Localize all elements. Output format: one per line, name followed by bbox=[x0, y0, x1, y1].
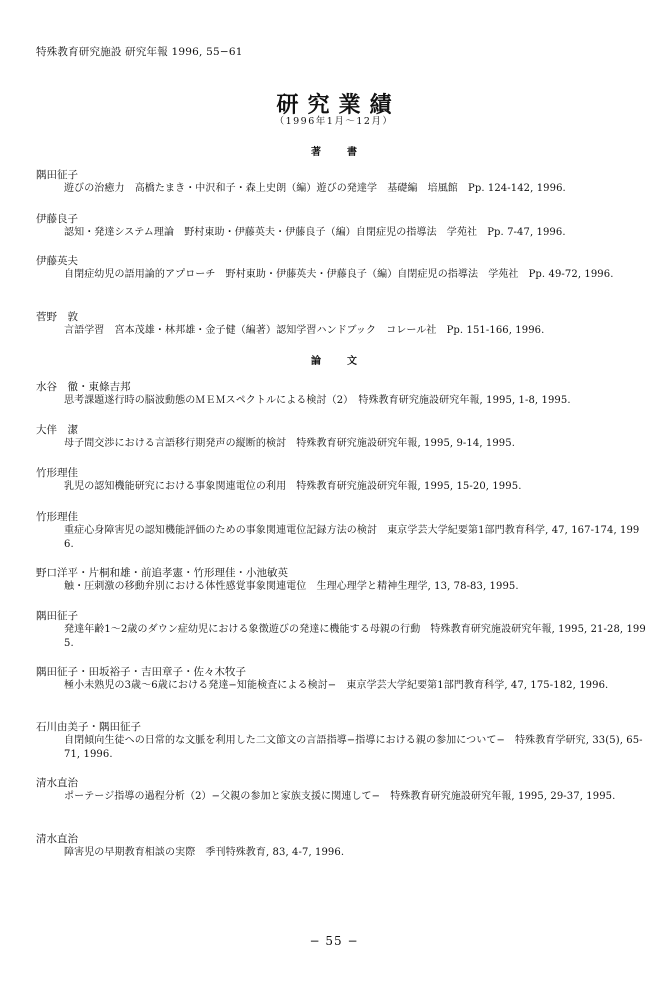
book-entry-1 bbox=[36, 168, 646, 196]
entry-author: 伊藤英夫 bbox=[36, 255, 78, 267]
book-entry-2 bbox=[36, 212, 646, 240]
entry-citation: 母子間交渉における言語移行期発声の縦断的検討 特殊教育研究施設研究年報, 1995, 9-14, 1995. bbox=[64, 438, 516, 449]
paper-entry-3 bbox=[36, 466, 646, 494]
entry-citation: 極小未熟児の3歳〜6歳における発達−知能検査による検討− 東京学芸大学紀要第1部門教育科学, 47, 175-182, 1996. bbox=[64, 680, 609, 691]
entry-author: 隅田征子 bbox=[36, 610, 78, 622]
entry-author: 清水直治 bbox=[36, 833, 78, 845]
paper-entry-9 bbox=[36, 776, 646, 804]
entry-author: 伊藤良子 bbox=[36, 213, 78, 225]
book-entry-3 bbox=[36, 254, 646, 282]
entry-citation: 思考課題遂行時の脳波動態のＭＥＭスペクトルによる検討（2） 特殊教育研究施設研究年報, 1995, 1-8, 1995. bbox=[64, 395, 571, 406]
entry-author: 隅田征子・田坂裕子・吉田章子・佐々木牧子 bbox=[36, 666, 246, 678]
entry-author: 清水直治 bbox=[36, 777, 78, 789]
entry-citation: 自閉傾向生徒への日常的な文脈を利用した二文節文の言語指導−指導における親の参加について− 特殊教育学研究, 33(5), 65-71, 1996. bbox=[64, 735, 643, 760]
section-heading-papers: 論 文 bbox=[311, 356, 365, 367]
paper-entry-2 bbox=[36, 423, 646, 451]
book-entry-4 bbox=[36, 310, 646, 338]
entry-citation: 重症心身障害児の認知機能評価のための事象関連電位記録方法の検討 東京学芸大学紀要第1部門教育科学, 47, 167-174, 1996. bbox=[64, 525, 640, 550]
paper-entry-5 bbox=[36, 566, 646, 594]
entry-citation: 障害児の早期教育相談の実際 季刊特殊教育, 83, 4-7, 1996. bbox=[64, 847, 345, 858]
entry-author: 大伴 潔 bbox=[36, 424, 78, 436]
paper-entry-1 bbox=[36, 380, 646, 408]
entry-citation: ポーテージ指導の過程分析（2）−父親の参加と家族支援に関連して− 特殊教育研究施設研究年報, 1995, 29-37, 1995. bbox=[64, 791, 616, 802]
page-title: 研究業績 bbox=[276, 92, 401, 118]
section-heading-books: 著 書 bbox=[311, 147, 365, 158]
period-subtitle: （1996年1月〜12月） bbox=[274, 116, 394, 127]
entry-author: 石川由美子・隅田征子 bbox=[36, 721, 141, 733]
entry-author: 竹形理佳 bbox=[36, 511, 78, 523]
entry-citation: 発達年齢1〜2歳のダウン症幼児における象徴遊びの発達に機能する母親の行動 特殊教育研究施設研究年報, 1995, 21-28, 1995. bbox=[64, 624, 646, 649]
paper-entry-8 bbox=[36, 720, 646, 762]
entry-citation: 自閉症幼児の語用論的アプローチ 野村東助・伊藤英夫・伊藤良子（編）自閉症児の指導法 学苑社 Pp. 49-72, 1996. bbox=[64, 269, 614, 280]
paper-entry-6 bbox=[36, 609, 646, 651]
page-number: − 55 − bbox=[309, 934, 359, 948]
entry-author: 竹形理佳 bbox=[36, 467, 78, 479]
entry-author: 菅野 敦 bbox=[36, 311, 78, 323]
entry-author: 水谷 徹・東條吉邦 bbox=[36, 381, 131, 393]
entry-author: 野口洋平・片桐和雄・前追孝憲・竹形理佳・小池敏英 bbox=[36, 567, 288, 579]
paper-entry-7 bbox=[36, 665, 646, 693]
paper-entry-4 bbox=[36, 510, 646, 552]
entry-citation: 言語学習 宮本茂雄・林邦雄・金子健（編著）認知学習ハンドブック コレール社 Pp. 151-166, 1996. bbox=[64, 325, 545, 336]
entry-citation: 遊びの治癒力 高橋たまき・中沢和子・森上史朗（編）遊びの発達学 基礎編 培風館 Pp. 124-142, 1996. bbox=[64, 183, 566, 194]
paper-entry-10 bbox=[36, 832, 646, 860]
running-header: 特殊教育研究施設 研究年報 1996, 55−61 bbox=[36, 46, 243, 58]
entry-citation: 触・圧刺激の移動弁別における体性感覚事象関連電位 生理心理学と精神生理学, 13, 78-83, 1995. bbox=[64, 581, 519, 592]
entry-citation: 認知・発達システム理論 野村東助・伊藤英夫・伊藤良子（編）自閉症児の指導法 学苑社 Pp. 7-47, 1996. bbox=[64, 227, 566, 238]
entry-author: 隅田征子 bbox=[36, 169, 78, 181]
entry-citation: 乳児の認知機能研究における事象関連電位の利用 特殊教育研究施設研究年報, 1995, 15-20, 1995. bbox=[64, 481, 522, 492]
